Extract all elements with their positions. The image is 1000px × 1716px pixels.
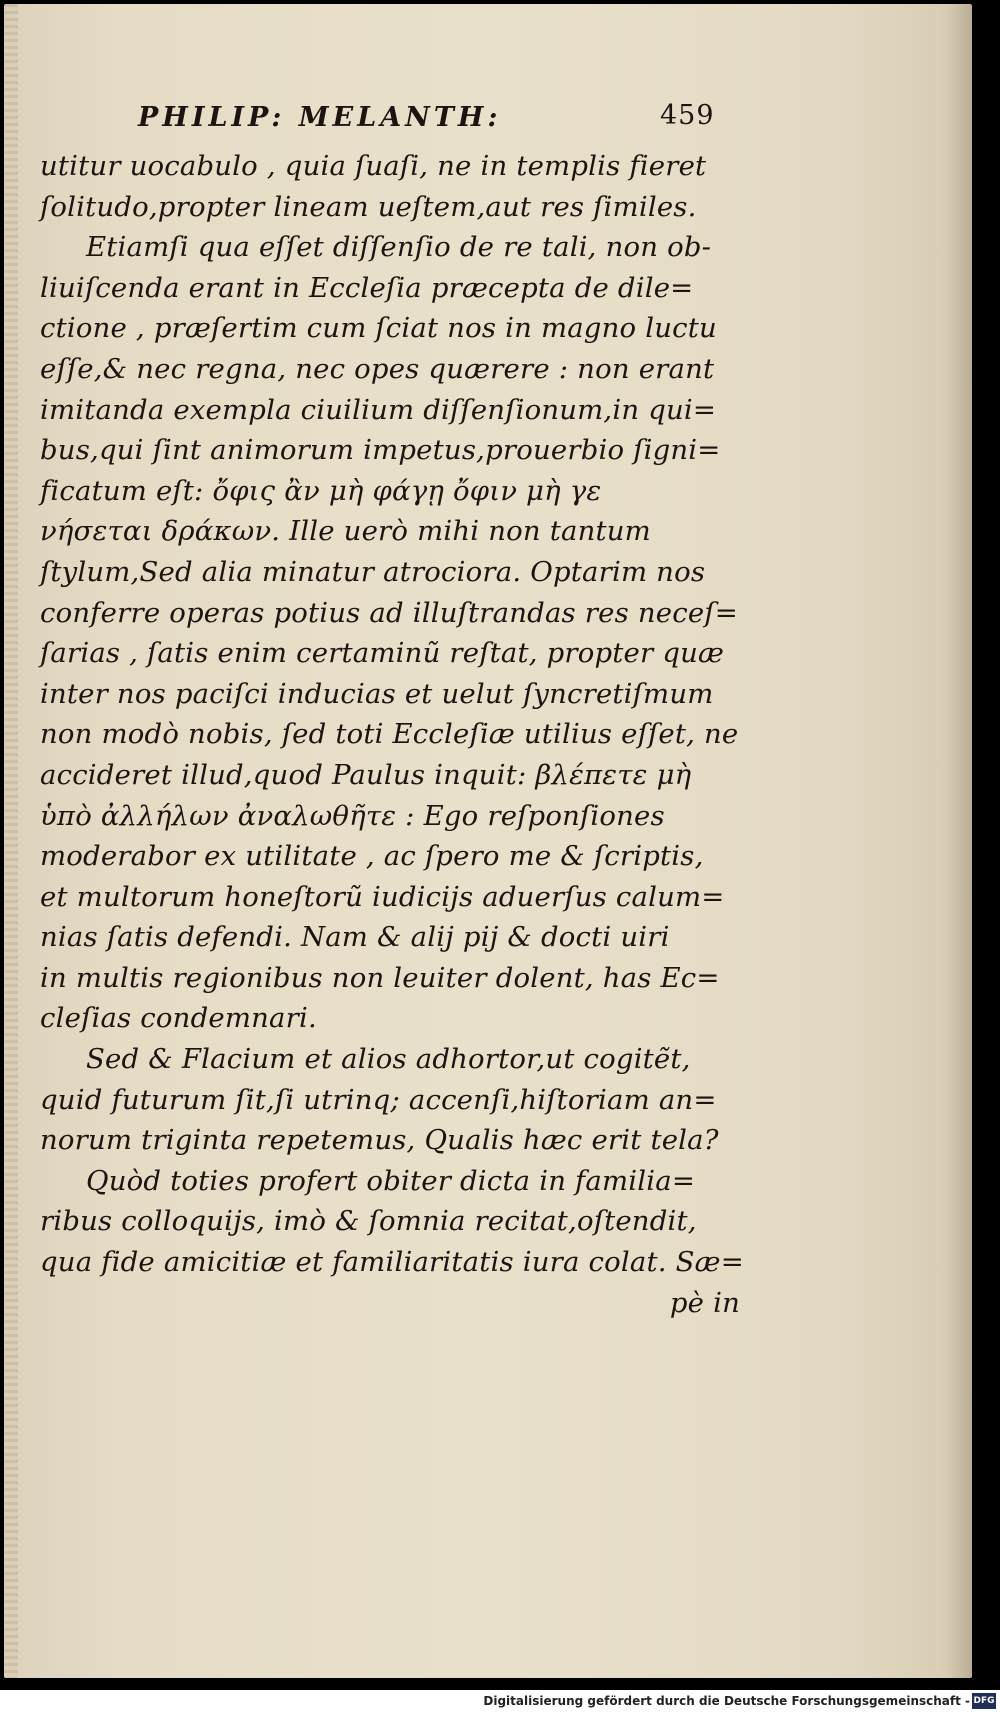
text-line: bus,qui ſint animorum impetus,prouerbio ſigni= — [40, 434, 721, 467]
page-text-block — [40, 94, 744, 1323]
text-line: in multis regionibus non leuiter dolent, has Ec= — [40, 961, 720, 994]
page-number: 459 — [660, 100, 715, 131]
dfg-logo: DFG — [972, 1693, 996, 1709]
text-line: ſtylum,Sed alia minatur atrociora. Optarim nos — [40, 555, 706, 588]
funding-credit: Digitalisierung gefördert durch die Deutsche Forschungsgemeinschaft - — [483, 1694, 970, 1708]
text-line: ſolitudo,propter lineam ueſtem,aut res ſimiles. — [40, 190, 697, 223]
page-gutter-shadow — [946, 4, 972, 1678]
text-line: Etiamſi qua eſſet diſſenſio de re tali, non ob- — [86, 231, 712, 264]
text-line: ctione , præſertim cum ſciat nos in magno luctu — [40, 312, 717, 345]
text-line: conferre operas potius ad illuſtrandas res neceſ= — [40, 596, 738, 629]
text-line: eſſe,& nec regna, nec opes quærere : non erant — [40, 352, 715, 385]
text-line: νήσεται δράκων. Ille uerò mihi non tantum — [40, 515, 651, 548]
text-line: accideret illud,quod Paulus inquit: βλέπετε μὴ — [40, 758, 692, 791]
text-line: ſarias , ſatis enim certaminũ reſtat, propter quæ — [40, 637, 725, 670]
text-line: imitanda exempla ciuilium diſſenſionum,in qui= — [40, 393, 717, 426]
page-header — [40, 94, 740, 146]
text-line: cleſias condemnari. — [40, 1002, 317, 1035]
text-line: Quòd toties profert obiter dicta in familia= — [86, 1164, 696, 1197]
text-line: et multorum honeſtorũ iudicijs aduerſus calum= — [40, 880, 725, 913]
text-line: inter nos paciſci inducias et uelut ſyncretiſmum — [40, 677, 714, 710]
text-line: nias ſatis defendi. Nam & alij pij & docti uiri — [40, 921, 670, 954]
catchword: pè in — [669, 1286, 740, 1319]
text-line: ὑπὸ ἀλλήλων ἀναλωθῆτε : Ego reſponſiones — [40, 799, 665, 832]
text-line: ficatum eſt: ὄφις ἂν μὴ φάγῃ ὄφιν μὴ γε — [40, 474, 602, 507]
text-line: liuiſcenda erant in Eccleſia præcepta de dile= — [40, 271, 694, 304]
text-line: utitur uocabulo , quia ſuaſi, ne in templis fieret — [40, 150, 707, 182]
text-line: ribus colloquijs, imò & ſomnia recitat,oſtendit, — [40, 1205, 697, 1238]
book-page — [4, 4, 972, 1678]
text-line: Sed & Flacium et alios adhortor,ut cogitẽt, — [86, 1043, 691, 1076]
digitization-footer — [0, 1690, 1000, 1716]
running-head: PHILIP: MELANTH: — [138, 102, 502, 133]
text-line: moderabor ex utilitate , ac ſpero me & ſcriptis, — [40, 840, 704, 873]
text-line: norum triginta repetemus, Qualis hæc erit tela? — [40, 1124, 719, 1157]
text-line: quid futurum ſit,ſi utrinq; accenſi,hiſtoriam an= — [40, 1083, 717, 1116]
text-line: qua fide amicitiæ et familiaritatis iura colat. Sæ= — [40, 1246, 744, 1279]
text-line: non modò nobis, ſed toti Eccleſiæ utilius eſſet, ne — [40, 718, 739, 751]
